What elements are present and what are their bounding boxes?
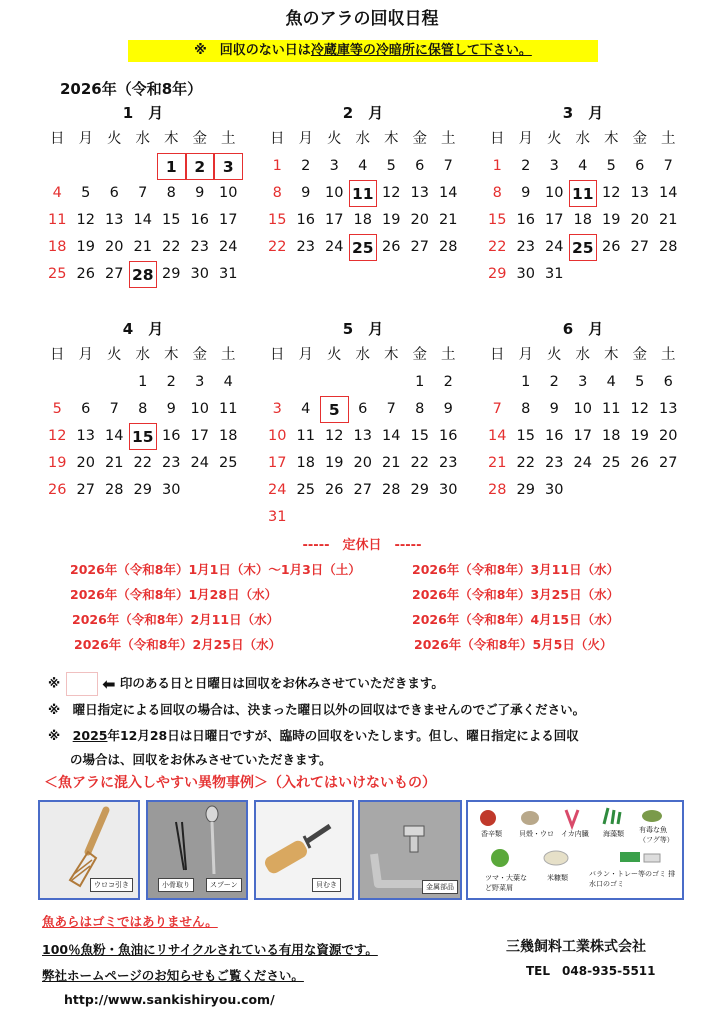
day-cell: 15 xyxy=(410,428,429,444)
mark-sample-box xyxy=(66,672,98,696)
closed-day: 2026年（令和8年）4月15日（水） xyxy=(412,612,620,627)
closed-day-cell: 25 xyxy=(349,234,378,261)
day-cell: 21 xyxy=(659,212,678,228)
day-cell: 29 xyxy=(488,266,507,282)
day-cell: 14 xyxy=(105,428,124,444)
day-cell: 20 xyxy=(105,239,124,255)
day-cell: 17 xyxy=(573,428,592,444)
day-cell: 13 xyxy=(353,428,372,444)
example-uroko xyxy=(38,800,140,900)
notice-prefix: ※ 回収のない日は xyxy=(194,43,311,58)
empty-cell xyxy=(320,369,349,396)
day-cell: 22 xyxy=(268,239,287,255)
empty-cell xyxy=(72,369,101,396)
closed-day-cell: 5 xyxy=(320,396,349,423)
note-2: ※ 曜日指定による回収の場合は、決まった曜日以外の回収はできませんのでご了承ください。 xyxy=(48,702,586,717)
day-cell: 28 xyxy=(659,239,678,255)
day-cell: 15 xyxy=(268,212,287,228)
footer-homepage-note: 弊社ホームページのお知らせもご覧ください。 xyxy=(42,968,304,983)
closed-day-cell: 1 xyxy=(157,153,186,180)
empty-cell xyxy=(72,153,101,180)
day-cell: 15 xyxy=(488,212,507,228)
day-cell: 21 xyxy=(133,239,152,255)
day-cell: 6 xyxy=(663,374,673,390)
arrow-left-icon: ⬅ xyxy=(102,674,116,694)
weekday-header: 月 xyxy=(78,131,93,147)
weekday-header: 土 xyxy=(441,347,456,363)
weekday-header: 木 xyxy=(164,347,179,363)
day-cell: 2 xyxy=(166,374,176,390)
weekday-header: 火 xyxy=(107,347,122,363)
example-kobone-spoon xyxy=(146,800,248,900)
day-cell: 26 xyxy=(382,239,401,255)
closed-day: 2026年（令和8年）1月28日（水） xyxy=(70,587,278,602)
day-cell: 7 xyxy=(663,158,673,174)
day-cell: 17 xyxy=(268,455,287,471)
day-cell: 24 xyxy=(573,455,592,471)
day-cell: 24 xyxy=(268,482,287,498)
company-url[interactable]: http://www.sankishiryou.com/ xyxy=(64,992,275,1007)
day-cell: 15 xyxy=(516,428,535,444)
day-cell: 12 xyxy=(630,401,649,417)
day-cell: 23 xyxy=(190,239,209,255)
day-cell: 12 xyxy=(76,212,95,228)
day-cell: 6 xyxy=(635,158,645,174)
day-cell: 14 xyxy=(439,185,458,201)
day-cell: 26 xyxy=(76,266,95,282)
example-caption: スプーン xyxy=(206,878,242,892)
day-cell: 27 xyxy=(105,266,124,282)
empty-cell xyxy=(129,153,158,180)
note-mark: ※ xyxy=(48,675,61,691)
month-name: 2 月 xyxy=(342,104,384,122)
weekday-header: 月 xyxy=(518,131,533,147)
day-cell: 28 xyxy=(105,482,124,498)
closed-day: 2026年（令和8年）3月25日（水） xyxy=(412,587,620,602)
day-cell: 4 xyxy=(578,158,588,174)
day-cell: 8 xyxy=(415,401,425,417)
weekday-header: 金 xyxy=(192,347,207,363)
day-cell: 11 xyxy=(219,401,238,417)
day-cell: 10 xyxy=(190,401,209,417)
note-3-text: 年12月28日は日曜日ですが、臨時の回収をいたします。但し、曜日指定による回収 xyxy=(107,728,579,743)
closed-day: 2026年（令和8年）5月5日（火） xyxy=(414,637,613,652)
weekday-header: 火 xyxy=(107,131,122,147)
day-cell: 24 xyxy=(545,239,564,255)
day-cell: 19 xyxy=(382,212,401,228)
weekday-header: 火 xyxy=(547,347,562,363)
note-3 xyxy=(48,726,579,744)
day-cell: 22 xyxy=(133,455,152,471)
day-cell: 23 xyxy=(296,239,315,255)
weekday-header: 木 xyxy=(164,131,179,147)
day-cell: 9 xyxy=(549,401,559,417)
day-cell: 16 xyxy=(516,212,535,228)
day-cell: 5 xyxy=(635,374,645,390)
day-cell: 31 xyxy=(545,266,564,282)
day-cell: 17 xyxy=(190,428,209,444)
weekday-header: 木 xyxy=(384,347,399,363)
day-cell: 25 xyxy=(48,266,67,282)
calendar-month-6 xyxy=(483,318,683,504)
day-cell: 4 xyxy=(301,401,311,417)
weekday-header: 金 xyxy=(412,347,427,363)
day-cell: 10 xyxy=(573,401,592,417)
weekday-header: 木 xyxy=(604,131,619,147)
day-cell: 18 xyxy=(48,239,67,255)
day-cell: 1 xyxy=(138,374,148,390)
day-cell: 25 xyxy=(602,455,621,471)
day-cell: 6 xyxy=(81,401,91,417)
day-cell: 4 xyxy=(223,374,233,390)
day-cell: 16 xyxy=(162,428,181,444)
day-cell: 10 xyxy=(219,185,238,201)
day-cell: 18 xyxy=(602,428,621,444)
day-cell: 29 xyxy=(162,266,181,282)
weekday-header: 金 xyxy=(632,347,647,363)
day-cell: 29 xyxy=(516,482,535,498)
weekday-header: 日 xyxy=(270,131,285,147)
day-cell: 28 xyxy=(439,239,458,255)
day-cell: 19 xyxy=(325,455,344,471)
day-cell: 8 xyxy=(138,401,148,417)
weekday-header: 土 xyxy=(661,347,676,363)
day-cell: 27 xyxy=(659,455,678,471)
day-cell: 6 xyxy=(415,158,425,174)
day-cell: 23 xyxy=(439,455,458,471)
weekday-header: 金 xyxy=(192,131,207,147)
closed-day-cell: 25 xyxy=(569,234,598,261)
day-cell: 8 xyxy=(272,185,282,201)
day-cell: 18 xyxy=(219,428,238,444)
day-cell: 27 xyxy=(353,482,372,498)
weekday-header: 日 xyxy=(50,347,65,363)
day-cell: 9 xyxy=(443,401,453,417)
note-3-line2: の場合は、回収をお休みさせていただきます。 xyxy=(70,752,332,767)
day-cell: 19 xyxy=(48,455,67,471)
weekday-header: 火 xyxy=(327,131,342,147)
month-name: 5 月 xyxy=(342,320,384,338)
calendar-month-5 xyxy=(263,318,463,531)
day-cell: 28 xyxy=(382,482,401,498)
day-cell: 9 xyxy=(521,185,531,201)
day-cell: 30 xyxy=(190,266,209,282)
weekday-header: 土 xyxy=(221,347,236,363)
closed-day-cell: 28 xyxy=(129,261,158,288)
day-cell: 15 xyxy=(162,212,181,228)
weekday-header: 土 xyxy=(221,131,236,147)
example-caption: 有毒な魚（フグ等） xyxy=(639,826,674,844)
weekday-header: 水 xyxy=(355,131,370,147)
day-cell: 12 xyxy=(602,185,621,201)
empty-cell xyxy=(377,369,406,396)
day-cell: 2 xyxy=(521,158,531,174)
day-cell: 27 xyxy=(410,239,429,255)
weekday-header: 金 xyxy=(412,131,427,147)
empty-cell xyxy=(349,369,378,396)
day-cell: 30 xyxy=(439,482,458,498)
weekday-header: 水 xyxy=(135,347,150,363)
weekday-header: 水 xyxy=(575,131,590,147)
day-cell: 9 xyxy=(301,185,311,201)
day-cell: 13 xyxy=(630,185,649,201)
day-cell: 4 xyxy=(52,185,62,201)
day-cell: 17 xyxy=(219,212,238,228)
day-cell: 12 xyxy=(325,428,344,444)
company-tel: TEL 048-935-5511 xyxy=(526,964,656,978)
example-caption: 海藻類 xyxy=(603,830,624,838)
day-cell: 22 xyxy=(488,239,507,255)
day-cell: 23 xyxy=(545,455,564,471)
note-3-year: 2025 xyxy=(72,728,108,743)
day-cell: 29 xyxy=(133,482,152,498)
day-cell: 13 xyxy=(76,428,95,444)
weekday-header: 土 xyxy=(661,131,676,147)
weekday-header: 金 xyxy=(632,131,647,147)
example-caption: 香辛類 xyxy=(481,830,502,838)
empty-cell xyxy=(292,369,321,396)
closed-day-cell: 15 xyxy=(129,423,158,450)
day-cell: 2 xyxy=(301,158,311,174)
example-caption: バラン・トレー等のゴミ 排水口のゴミ xyxy=(589,870,676,888)
closed-day-cell: 11 xyxy=(349,180,378,207)
weekday-header: 水 xyxy=(135,131,150,147)
day-cell: 5 xyxy=(52,401,62,417)
weekday-header: 日 xyxy=(490,347,505,363)
day-cell: 27 xyxy=(630,239,649,255)
day-cell: 14 xyxy=(133,212,152,228)
day-cell: 5 xyxy=(81,185,91,201)
day-cell: 3 xyxy=(549,158,559,174)
day-cell: 10 xyxy=(268,428,287,444)
day-cell: 8 xyxy=(166,185,176,201)
closed-day-cell: 2 xyxy=(186,153,215,180)
day-cell: 17 xyxy=(545,212,564,228)
example-caption: 貝むき xyxy=(312,878,341,892)
day-cell: 1 xyxy=(415,374,425,390)
day-cell: 10 xyxy=(545,185,564,201)
notice-underlined: 冷蔵庫等の冷暗所に保管して下さい。 xyxy=(310,43,532,58)
day-cell: 6 xyxy=(358,401,368,417)
note-1 xyxy=(48,672,444,696)
note-1-text: 印のある日と日曜日は回収をお休みさせていただきます。 xyxy=(119,675,444,691)
weekday-header: 水 xyxy=(355,347,370,363)
month-name: 4 月 xyxy=(122,320,164,338)
day-cell: 7 xyxy=(386,401,396,417)
footer-not-garbage: 魚あらはゴミではありません。 xyxy=(42,914,218,929)
day-cell: 7 xyxy=(138,185,148,201)
day-cell: 1 xyxy=(272,158,282,174)
weekday-header: 月 xyxy=(78,347,93,363)
example-metal xyxy=(358,800,462,900)
day-cell: 13 xyxy=(410,185,429,201)
day-cell: 10 xyxy=(325,185,344,201)
day-cell: 16 xyxy=(545,428,564,444)
example-caption: ツマ・大葉など野菜屑 xyxy=(485,874,527,892)
weekday-header: 日 xyxy=(490,131,505,147)
day-cell: 31 xyxy=(219,266,238,282)
day-cell: 21 xyxy=(439,212,458,228)
month-name: 6 月 xyxy=(562,320,604,338)
day-cell: 6 xyxy=(109,185,119,201)
day-cell: 19 xyxy=(76,239,95,255)
empty-cell xyxy=(483,369,512,396)
calendar-month-2 xyxy=(263,102,463,261)
weekday-header: 月 xyxy=(518,347,533,363)
day-cell: 16 xyxy=(190,212,209,228)
example-waste-illustrations xyxy=(466,800,684,900)
year-label: 2026年（令和8年） xyxy=(60,80,203,98)
day-cell: 7 xyxy=(492,401,502,417)
weekday-header: 火 xyxy=(327,347,342,363)
day-cell: 3 xyxy=(195,374,205,390)
day-cell: 4 xyxy=(358,158,368,174)
day-cell: 26 xyxy=(325,482,344,498)
day-cell: 21 xyxy=(105,455,124,471)
day-cell: 28 xyxy=(488,482,507,498)
day-cell: 24 xyxy=(219,239,238,255)
closed-day: 2026年（令和8年）3月11日（水） xyxy=(412,562,620,577)
day-cell: 19 xyxy=(602,212,621,228)
day-cell: 20 xyxy=(76,455,95,471)
footer-recycle: 100％魚粉・魚油にリサイクルされている有用な資源です。 xyxy=(42,942,378,957)
closed-days-heading: ----- 定休日 ----- xyxy=(302,538,422,553)
day-cell: 13 xyxy=(105,212,124,228)
day-cell: 8 xyxy=(521,401,531,417)
day-cell: 5 xyxy=(386,158,396,174)
day-cell: 18 xyxy=(353,212,372,228)
weekday-header: 日 xyxy=(270,347,285,363)
day-cell: 12 xyxy=(382,185,401,201)
day-cell: 2 xyxy=(549,374,559,390)
day-cell: 4 xyxy=(606,374,616,390)
weekday-header: 火 xyxy=(547,131,562,147)
closed-day-cell: 3 xyxy=(214,153,243,180)
day-cell: 20 xyxy=(659,428,678,444)
example-kaiwaki xyxy=(254,800,354,900)
company-name: 三幾飼料工業株式会社 xyxy=(506,939,646,955)
note-mark: ※ xyxy=(48,728,61,743)
day-cell: 1 xyxy=(492,158,502,174)
day-cell: 20 xyxy=(630,212,649,228)
day-cell: 25 xyxy=(296,482,315,498)
day-cell: 3 xyxy=(329,158,339,174)
day-cell: 14 xyxy=(488,428,507,444)
day-cell: 11 xyxy=(296,428,315,444)
day-cell: 22 xyxy=(516,455,535,471)
weekday-header: 土 xyxy=(441,131,456,147)
example-caption: 米糠類 xyxy=(547,874,568,882)
weekday-header: 木 xyxy=(384,131,399,147)
day-cell: 30 xyxy=(516,266,535,282)
day-cell: 8 xyxy=(492,185,502,201)
day-cell: 25 xyxy=(219,455,238,471)
day-cell: 7 xyxy=(443,158,453,174)
empty-cell xyxy=(43,369,72,396)
day-cell: 12 xyxy=(48,428,67,444)
day-cell: 29 xyxy=(410,482,429,498)
day-cell: 3 xyxy=(272,401,282,417)
day-cell: 22 xyxy=(162,239,181,255)
day-cell: 16 xyxy=(439,428,458,444)
day-cell: 24 xyxy=(325,239,344,255)
weekday-header: 水 xyxy=(575,347,590,363)
day-cell: 11 xyxy=(602,401,621,417)
empty-cell xyxy=(43,153,72,180)
day-cell: 19 xyxy=(630,428,649,444)
closed-day-cell: 11 xyxy=(569,180,598,207)
day-cell: 14 xyxy=(659,185,678,201)
day-cell: 20 xyxy=(353,455,372,471)
foreign-objects-heading: ＜魚アラに混入しやすい異物事例＞（入れてはいけないもの） xyxy=(44,775,436,791)
example-caption: イカ内臓 xyxy=(561,830,589,838)
month-name: 1 月 xyxy=(122,104,164,122)
day-cell: 27 xyxy=(76,482,95,498)
calendar-month-3 xyxy=(483,102,683,288)
day-cell: 11 xyxy=(48,212,67,228)
calendar-month-4 xyxy=(43,318,243,504)
day-cell: 21 xyxy=(382,455,401,471)
weekday-header: 日 xyxy=(50,131,65,147)
day-cell: 24 xyxy=(190,455,209,471)
day-cell: 26 xyxy=(602,239,621,255)
day-cell: 7 xyxy=(109,401,119,417)
calendar-month-1 xyxy=(43,102,243,288)
closed-day: 2026年（令和8年）1月1日（木）～1月3日（土） xyxy=(70,562,361,577)
example-caption: 金属部品 xyxy=(422,880,458,894)
day-cell: 26 xyxy=(48,482,67,498)
day-cell: 9 xyxy=(195,185,205,201)
example-caption: ウロコ引き xyxy=(90,878,133,892)
day-cell: 23 xyxy=(162,455,181,471)
day-cell: 23 xyxy=(516,239,535,255)
closed-day: 2026年（令和8年）2月25日（水） xyxy=(74,637,282,652)
day-cell: 20 xyxy=(410,212,429,228)
day-cell: 30 xyxy=(545,482,564,498)
day-cell: 3 xyxy=(578,374,588,390)
day-cell: 18 xyxy=(573,212,592,228)
day-cell: 26 xyxy=(630,455,649,471)
empty-cell xyxy=(100,369,129,396)
empty-cell xyxy=(100,153,129,180)
day-cell: 22 xyxy=(410,455,429,471)
weekday-header: 月 xyxy=(298,131,313,147)
day-cell: 2 xyxy=(443,374,453,390)
example-caption: 貝殻・ウロ xyxy=(519,830,554,838)
day-cell: 16 xyxy=(296,212,315,228)
weekday-header: 木 xyxy=(604,347,619,363)
storage-notice xyxy=(128,40,598,62)
month-name: 3 月 xyxy=(562,104,604,122)
day-cell: 9 xyxy=(166,401,176,417)
example-caption: 小骨取り xyxy=(158,878,194,892)
day-cell: 17 xyxy=(325,212,344,228)
empty-cell xyxy=(263,369,292,396)
day-cell: 5 xyxy=(606,158,616,174)
day-cell: 1 xyxy=(521,374,531,390)
page-title: 魚のアラの回収日程 xyxy=(285,9,439,29)
day-cell: 18 xyxy=(296,455,315,471)
weekday-header: 月 xyxy=(298,347,313,363)
day-cell: 13 xyxy=(659,401,678,417)
day-cell: 14 xyxy=(382,428,401,444)
day-cell: 30 xyxy=(162,482,181,498)
day-cell: 31 xyxy=(268,509,287,525)
closed-day: 2026年（令和8年）2月11日（水） xyxy=(72,612,280,627)
day-cell: 21 xyxy=(488,455,507,471)
